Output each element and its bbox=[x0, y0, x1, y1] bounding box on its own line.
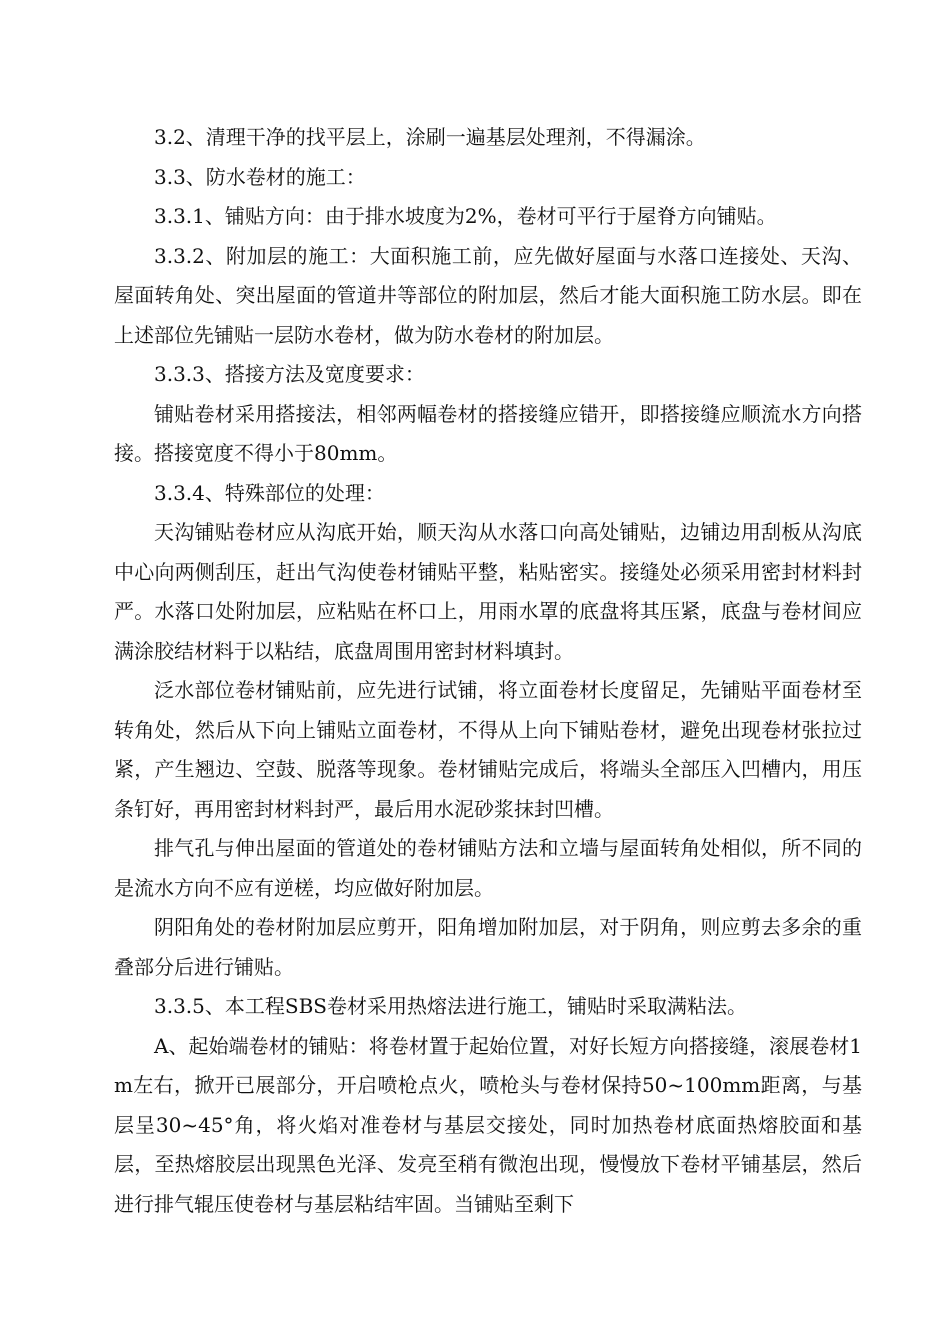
paragraph-start-end: A、起始端卷材的铺贴：将卷材置于起始位置，对好长短方向搭接缝，滚展卷材1m左右，掀开已展部分，开启喷枪点火，喷枪头与卷材保持50~100mm距离，与基层呈30~45°角，将火焰对准卷材与基层交接处，同时加热卷材底面热熔胶面和基层，至热熔胶层出现黑色光泽、发亮至稍有微泡出现，慢慢放下卷材平铺基层，然后 进行排气辊压使卷材与基层粘结牢固。当铺贴至剩下 bbox=[114, 1033, 862, 1216]
paragraph-3-2: 3.2、清理干净的找平层上，涂刷一遍基层处理剂，不得漏涂。 bbox=[154, 125, 706, 149]
heading-3-3: 3.3、防水卷材的施工： bbox=[154, 164, 366, 189]
paragraph-gutter: 天沟铺贴卷材应从沟底开始，顺天沟从水落口向高处铺贴，边铺边用刮板从沟底中心向两侧刮压，赶出气沟使卷材铺贴平整，粘贴密实。接缝处必须采用密封材料封严。水落口处附加层，应粘贴在杯口上，用雨水罩的底盘将其压紧，底盘与卷材间应满涂胶结材料于以粘结，底盘周围用密封材料填封。 bbox=[114, 520, 862, 663]
heading-3-3-3: 3.3.3、搭接方法及宽度要求： bbox=[154, 362, 425, 386]
paragraph-3-3-1: 3.3.1、铺贴方向：由于排水坡度为2%，卷材可平行于屋脊方向铺贴。 bbox=[154, 204, 777, 228]
paragraph-3-3-5: 3.3.5、本工程SBS卷材采用热熔法进行施工，铺贴时采取满粘法。 bbox=[154, 994, 747, 1018]
paragraph-vent-hole: 排气孔与伸出屋面的管道处的卷材铺贴方法和立墙与屋面转角处相似，所不同的是流水方向不应有逆槎，均应做好附加层。 bbox=[114, 836, 862, 900]
document-body bbox=[114, 118, 862, 1224]
paragraph-lap-joint: 铺贴卷材采用搭接法，相邻两幅卷材的搭接缝应错开，即搭接缝应顺流水方向搭接。搭接宽度不得小于80mm。 bbox=[114, 401, 862, 465]
heading-3-3-4: 3.3.4、特殊部位的处理： bbox=[154, 480, 385, 505]
paragraph-corners: 阴阳角处的卷材附加层应剪开，阳角增加附加层，对于阴角，则应剪去多余的重叠部分后进行铺贴。 bbox=[114, 915, 862, 979]
paragraph-flashing: 泛水部位卷材铺贴前，应先进行试铺，将立面卷材长度留足，先铺贴平面卷材至转角处，然后从下向上铺贴立面卷材，不得从上向下铺贴卷材，避免出现卷材张拉过紧，产生翘边、空鼓、脱落等现象。卷材铺贴完成后，将端头全部压入凹槽内，用压条钉好，再用密封材料封严，最后用水泥砂浆抹封凹槽。 bbox=[114, 678, 862, 821]
paragraph-3-3-2: 3.3.2、附加层的施工：大面积施工前，应先做好屋面与水落口连接处、天沟、屋面转角处、突出屋面的管道井等部位的附加层，然后才能大面积施工防水层。即在上述部位先铺贴一层防水卷材，做为防水卷材的附加层。 bbox=[114, 243, 862, 347]
